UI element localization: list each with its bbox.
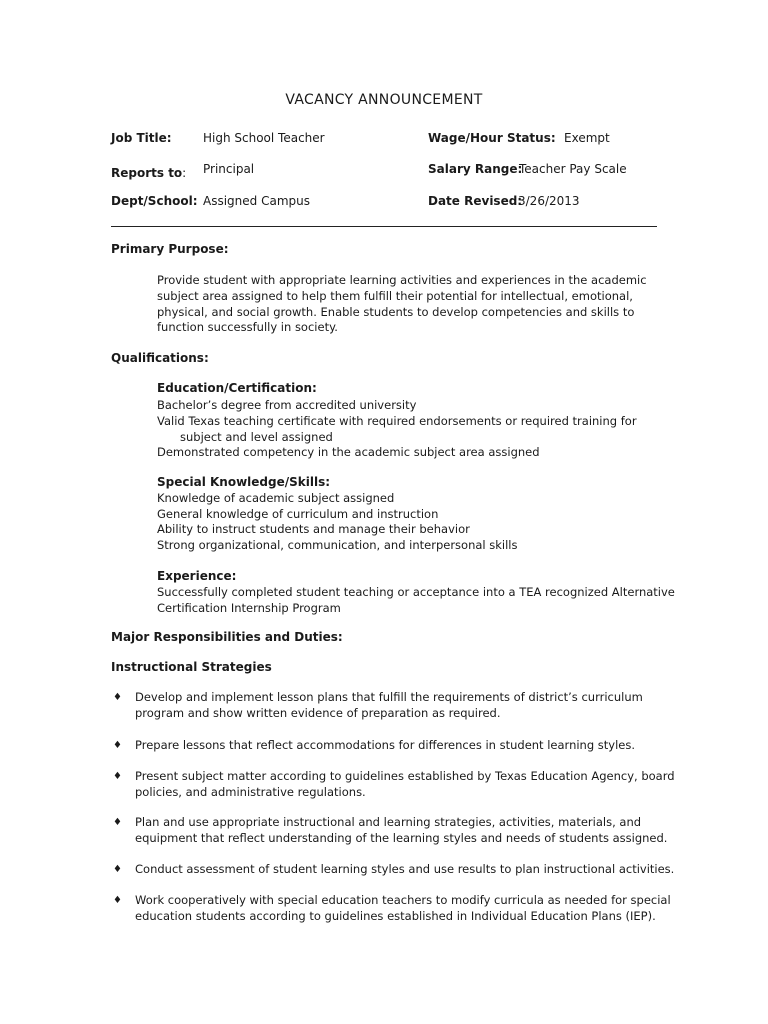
date-revised-label: Date Revised: [428, 194, 523, 208]
education-heading: Education/Certification: [157, 381, 317, 395]
skills-line: Knowledge of academic subject assigned [157, 491, 395, 505]
header-divider [111, 226, 657, 227]
bullet-diamond-icon: ♦ [113, 895, 122, 906]
dept-school-label: Dept/School: [111, 194, 198, 208]
salary-range-label: Salary Range: [428, 162, 523, 176]
date-revised-value: 3/26/2013 [518, 194, 580, 208]
instructional-strategies-heading: Instructional Strategies [111, 660, 272, 674]
job-title-label: Job Title: [111, 131, 172, 145]
education-line: subject and level assigned [180, 430, 333, 444]
bullet-diamond-icon: ♦ [113, 817, 122, 828]
bullet-line: Present subject matter according to guidelines established by Texas Education Agency, board [135, 769, 675, 783]
responsibilities-heading: Major Responsibilities and Duties: [111, 630, 343, 644]
bullet-line: policies, and administrative regulations. [135, 785, 366, 799]
reports-to-label [111, 162, 186, 181]
purpose-line: subject area assigned to help them fulfill their potential for intellectual, emotional, [157, 289, 633, 303]
bullet-line: program and show written evidence of preparation as required. [135, 706, 501, 720]
reports-to-label-text: Reports to [111, 166, 183, 180]
wage-status-label: Wage/Hour Status: [428, 131, 556, 145]
purpose-line: Provide student with appropriate learning activities and experiences in the academic [157, 273, 647, 287]
wage-status-value: Exempt [564, 131, 610, 145]
bullet-line: Conduct assessment of student learning styles and use results to plan instructional activities. [135, 862, 675, 876]
education-line: Bachelor’s degree from accredited university [157, 398, 417, 412]
bullet-diamond-icon: ♦ [113, 692, 122, 703]
purpose-line: physical, and social growth. Enable students to develop competencies and skills to [157, 305, 635, 319]
document-title: VACANCY ANNOUNCEMENT [285, 92, 483, 108]
bullet-diamond-icon: ♦ [113, 740, 122, 751]
bullet-line: Prepare lessons that reflect accommodations for differences in student learning styles. [135, 738, 636, 752]
primary-purpose-heading: Primary Purpose: [111, 242, 229, 256]
bullet-line: Work cooperatively with special education teachers to modify curricula as needed for special [135, 893, 671, 907]
education-line: Valid Texas teaching certificate with required endorsements or required training for [157, 414, 637, 428]
job-title-value: High School Teacher [203, 131, 325, 145]
purpose-line: function successfully in society. [157, 320, 338, 334]
bullet-line: Plan and use appropriate instructional and learning strategies, activities, materials, and [135, 815, 642, 829]
reports-to-value: Principal [203, 162, 255, 176]
dept-school-value: Assigned Campus [203, 194, 310, 208]
bullet-diamond-icon: ♦ [113, 864, 122, 875]
skills-line: Strong organizational, communication, and interpersonal skills [157, 538, 518, 552]
bullet-diamond-icon: ♦ [113, 771, 122, 782]
skills-heading: Special Knowledge/Skills: [157, 475, 331, 489]
bullet-line: education students according to guidelines established in Individual Education Plans (IEP). [135, 909, 656, 923]
salary-range-value: Teacher Pay Scale [519, 162, 627, 176]
skills-line: General knowledge of curriculum and instruction [157, 507, 439, 521]
education-line: Demonstrated competency in the academic subject area assigned [157, 445, 540, 459]
bullet-line: Develop and implement lesson plans that fulfill the requirements of district’s curriculum [135, 690, 643, 704]
experience-heading: Experience: [157, 569, 237, 583]
qualifications-heading: Qualifications: [111, 351, 209, 365]
skills-line: Ability to instruct students and manage their behavior [157, 522, 470, 536]
experience-line: Certification Internship Program [157, 601, 341, 615]
experience-line: Successfully completed student teaching or acceptance into a TEA recognized Alternative [157, 585, 675, 599]
bullet-line: equipment that reflect understanding of the learning styles and needs of students assigned. [135, 831, 668, 845]
reports-to-colon: : [182, 166, 187, 180]
